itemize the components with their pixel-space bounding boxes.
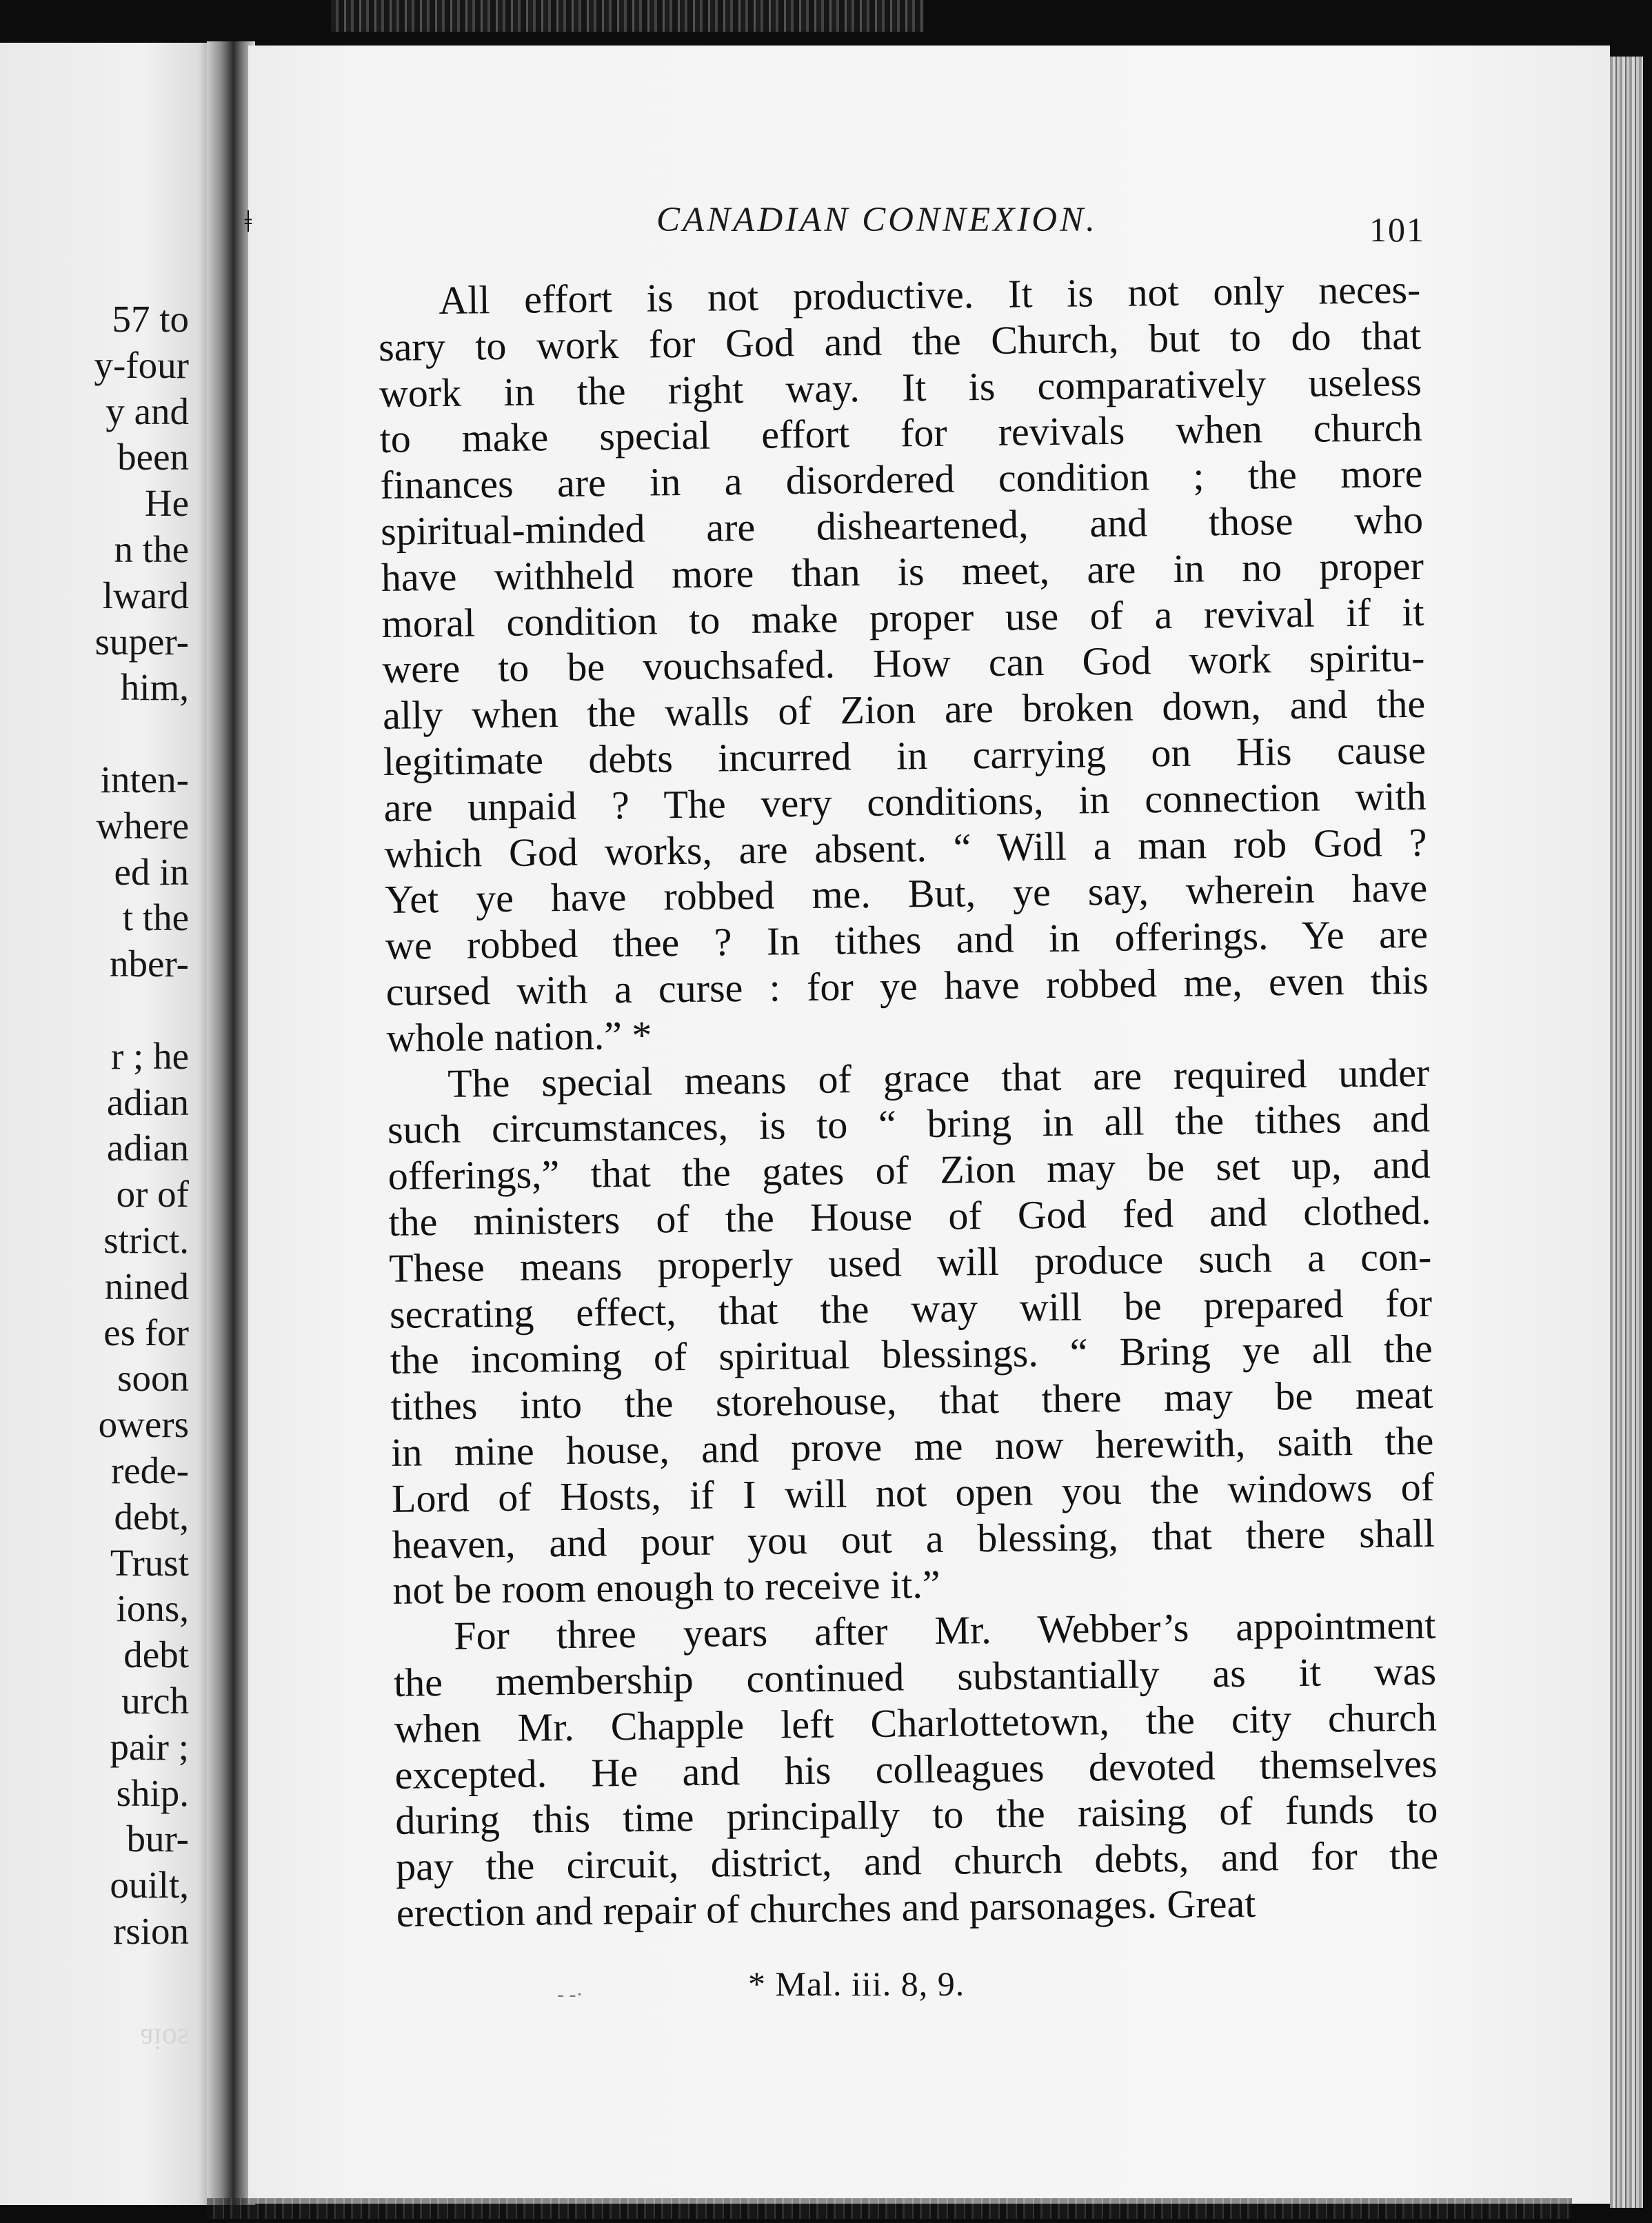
previous-page-line: owers	[98, 1403, 189, 1446]
paragraph	[378, 267, 1429, 1062]
text-line: ally when the walls of Zion are broken down, and the	[382, 681, 1426, 738]
text-line: excepted. He and his colleagues devoted themselves	[394, 1740, 1438, 1798]
previous-page-line: been	[117, 436, 189, 479]
text-line: Lord of Hosts, if I will not open you the windows of	[391, 1464, 1435, 1521]
text-line: finances are in a disordered condition ; the more	[380, 451, 1423, 508]
previous-page-line	[94, 711, 189, 757]
text-line: the incoming of spiritual blessings. “ Bring ye all the	[390, 1326, 1433, 1383]
previous-page-line: r ; he	[110, 1034, 189, 1077]
previous-page-line: where	[96, 804, 189, 847]
text-line: spiritual-minded are disheartened, and those who	[380, 496, 1424, 554]
previous-page-line: y and	[105, 390, 189, 432]
previous-page-line: lward	[102, 574, 189, 616]
previous-page-line: super-	[94, 620, 189, 663]
previous-page-line: n the	[114, 527, 189, 570]
text-line: legitimate debts incurred in carrying on His cause	[383, 727, 1427, 784]
text-line: work in the right way. It is comparatively useless	[379, 359, 1422, 416]
scan-top-edge	[331, 0, 924, 32]
text-line: sary to work for God and the Church, but to do that	[378, 312, 1422, 370]
text-line: which God works, are absent. “ Will a man rob God ?	[384, 819, 1427, 876]
text-line: to make special effort for revivals when church	[379, 405, 1422, 462]
page-number: 101	[1369, 210, 1425, 249]
text-line: offerings,” that the gates of Zion may be set up, and	[387, 1141, 1431, 1199]
previous-page-line: him,	[120, 666, 189, 709]
text-line: tithes into the storehouse, that there may be meat	[390, 1371, 1433, 1429]
previous-page-line: urch	[121, 1679, 189, 1722]
footnote: * Mal. iii. 8, 9.	[748, 1964, 965, 2003]
previous-page-line: y-four	[94, 343, 189, 386]
previous-page-line: rsion	[113, 1909, 189, 1952]
previous-page-line: Trust	[110, 1541, 189, 1584]
previous-page-line	[94, 987, 189, 1034]
previous-page-line: or of	[116, 1173, 189, 1216]
text-line: cursed with a curse : for ye have robbed me, even this	[385, 957, 1429, 1014]
paragraph	[387, 1049, 1436, 1614]
text-line: All effort is not productive. It is not only neces-	[438, 266, 1421, 323]
previous-page-line: inten-	[100, 758, 189, 801]
text-line: For three years after Mr. Webber’s appointment	[453, 1602, 1436, 1658]
previous-page-line: ions,	[116, 1587, 189, 1630]
previous-page-line: soon	[117, 1357, 189, 1400]
text-line: are unpaid ? The very conditions, in connection with	[383, 773, 1427, 830]
bleed-through-text: aios	[140, 2022, 189, 2056]
text-line: in mine house, and prove me now herewith, saith the	[390, 1418, 1434, 1475]
previous-page-line: He	[144, 482, 189, 525]
previous-page-line: t the	[122, 896, 189, 939]
text-line: heaven, and pour you out a blessing, that there shall	[392, 1510, 1436, 1567]
text-line: were to be vouchsafed. How can God work spiritu-	[382, 635, 1425, 692]
text-line: the membership continued substantially as it was	[393, 1648, 1437, 1705]
text-line: the ministers of the House of God fed and clothed.	[388, 1187, 1431, 1245]
previous-page-line: ouilt,	[110, 1864, 189, 1907]
stray-ink-mark: ‐ ‐·	[557, 1983, 583, 2006]
text-line: not be room enough to receive it.”	[392, 1562, 940, 1613]
text-line: when Mr. Chapple left Charlottetown, the city church	[394, 1694, 1438, 1751]
previous-page-line: ship.	[116, 1771, 189, 1814]
text-line: secrating effect, that the way will be prepared for	[389, 1280, 1433, 1337]
text-line: erection and repair of churches and parsonages. Great	[396, 1880, 1256, 1935]
previous-page-line: pair ;	[110, 1725, 189, 1768]
previous-page-line: ed in	[114, 850, 189, 893]
running-head: CANADIAN CONNEXION.	[656, 201, 1098, 239]
previous-page-line-endings	[94, 296, 189, 1955]
previous-page-line: debt,	[114, 1495, 189, 1538]
text-line: such circumstances, is to “ bring in all the tithes and	[387, 1096, 1431, 1153]
previous-page-line: es for	[103, 1311, 189, 1354]
paragraph	[393, 1602, 1439, 1937]
text-line: The special means of grace that are required under	[447, 1049, 1430, 1106]
previous-page-fragment	[0, 43, 207, 2205]
previous-page-line: strict.	[103, 1218, 189, 1261]
scan-bottom-edge	[207, 2198, 1572, 2219]
previous-page-line: 57 to	[112, 298, 189, 340]
previous-page-line: adian	[106, 1080, 189, 1123]
previous-page-line: nber-	[110, 943, 189, 985]
previous-page-line: rede-	[111, 1449, 189, 1491]
text-line: moral condition to make proper use of a revival if it	[381, 589, 1424, 646]
previous-page-line: adian	[106, 1127, 189, 1169]
previous-page-line: bur-	[126, 1818, 189, 1860]
previous-page-line: nined	[104, 1265, 189, 1307]
text-line: whole nation.” *	[386, 1012, 652, 1060]
previous-page-line: debt	[123, 1633, 189, 1676]
page-body-text	[378, 267, 1439, 1937]
text-line: have withheld more than is meet, are in no proper	[381, 543, 1424, 600]
text-line: Yet ye have robbed me. But, ye say, wherein have	[384, 865, 1428, 923]
text-line: These means properly used will produce such a con-	[388, 1234, 1432, 1291]
page-stack-edge	[1610, 57, 1643, 2208]
text-line: we robbed thee ? In tithes and in offerings. Ye are	[385, 911, 1429, 969]
text-line: pay the circuit, district, and church debts, and for the	[395, 1832, 1439, 1889]
gutter-tick-mark: ǂ	[244, 205, 252, 239]
text-line: during this time principally to the raising of funds to	[395, 1787, 1438, 1844]
